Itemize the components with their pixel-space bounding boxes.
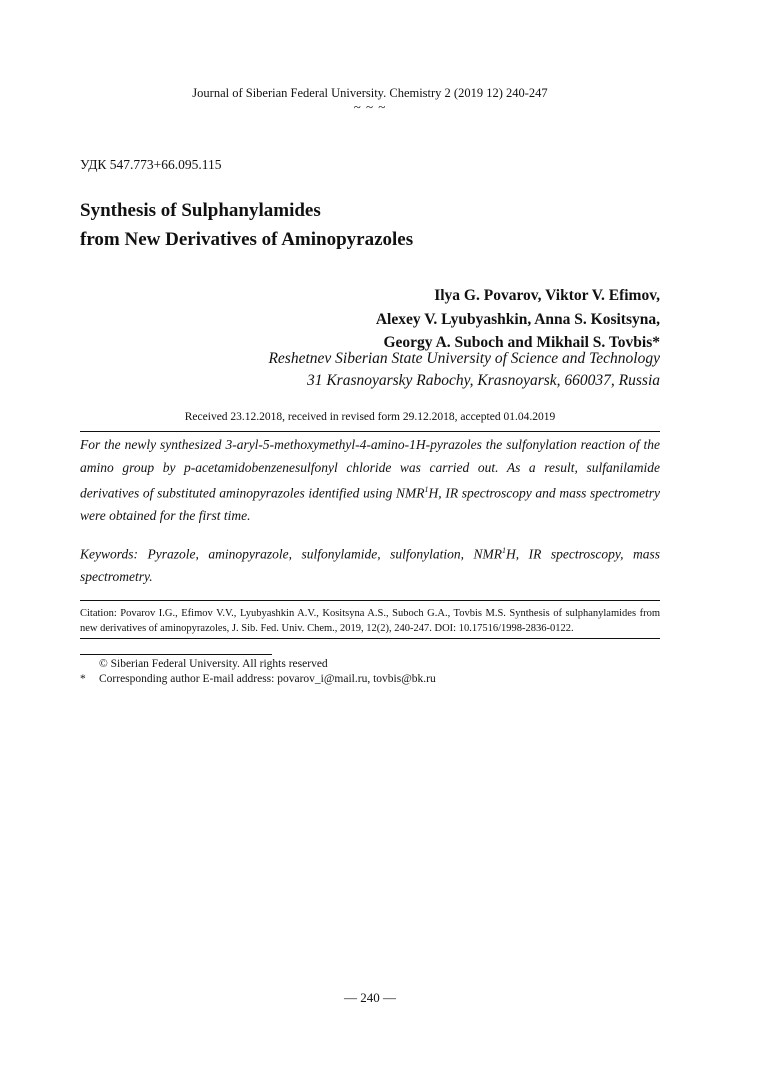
page-number: — 240 —: [344, 990, 396, 1005]
affiliation-line: 31 Krasnoyarsky Rabochy, Krasnoyarsk, 660037, Russia: [306, 372, 660, 389]
author-list: [376, 284, 660, 355]
divider: [80, 638, 660, 639]
abstract-text: For the newly synthesized 3-aryl-5-methoxymethyl-4-amino-1H-pyrazoles the sulfonylation reaction of the amino group by p-acetamidobenzenesulfonyl chloride was carried out. As a result, sulfanilamide derivatives of substituted aminopyrazoles identified using NMR: [80, 437, 660, 501]
author-line: Ilya G. Povarov, Viktor V. Efimov,: [434, 287, 660, 304]
abstract: [80, 434, 660, 528]
journal-header: Journal of Siberian Federal University. Chemistry 2 (2019 12) 240-247: [192, 86, 548, 100]
paper-title: [80, 196, 413, 254]
author-line: Georgy A. Suboch and Mikhail S. Tovbis*: [383, 334, 660, 351]
affiliation-line: Reshetnev Siberian State University of Science and Technology: [268, 350, 660, 367]
keywords: [80, 540, 660, 589]
footnote-text: Corresponding author E-mail address: povarov_i@mail.ru, tovbis@bk.ru: [99, 672, 436, 685]
footnote-mark: [80, 657, 99, 672]
superscript: 1: [502, 546, 506, 555]
received-dates: Received 23.12.2018, received in revised form 29.12.2018, accepted 01.04.2019: [184, 411, 556, 423]
citation: Citation: Povarov I.G., Efimov V.V., Lyubyashkin A.V., Kositsyna A.S., Suboch G.A., Tovbis M.S. Synthesis of sulphanylamides from new derivatives of aminopyrazoles, J. Sib. Fed. Univ. Chem., 2019, 12(2), 240-247. DOI: 10.17516/1998-2836-0122.: [80, 608, 660, 634]
keywords-text: H, IR spectroscopy, mass spectrometry.: [80, 546, 660, 584]
affiliation: [268, 348, 660, 392]
footnotes: [80, 657, 660, 686]
keywords-text: Keywords: Pyrazole, aminopyrazole, sulfonylamide, sulfonylation, NMR: [80, 546, 502, 562]
footnote: [80, 657, 660, 672]
divider: [80, 600, 660, 601]
footnote-divider: [80, 654, 272, 655]
divider: [80, 431, 660, 432]
footnote-text: © Siberian Federal University. All rights reserved: [99, 658, 328, 670]
footnote-mark: *: [80, 672, 86, 685]
author-line: Alexey V. Lyubyashkin, Anna S. Kositsyna,: [375, 310, 660, 328]
udk-code: УДК 547.773+66.095.115: [80, 157, 222, 172]
abstract-text: H, IR spectroscopy and mass spectrometry were obtained for the first time.: [80, 485, 660, 523]
footnote: [80, 672, 660, 687]
superscript: 1: [424, 485, 429, 494]
title-line-2: from New Derivatives of Aminopyrazoles: [80, 229, 414, 250]
title-line-1: Synthesis of Sulphanylamides: [80, 200, 321, 221]
header-separator: ~ ~ ~: [353, 99, 387, 114]
